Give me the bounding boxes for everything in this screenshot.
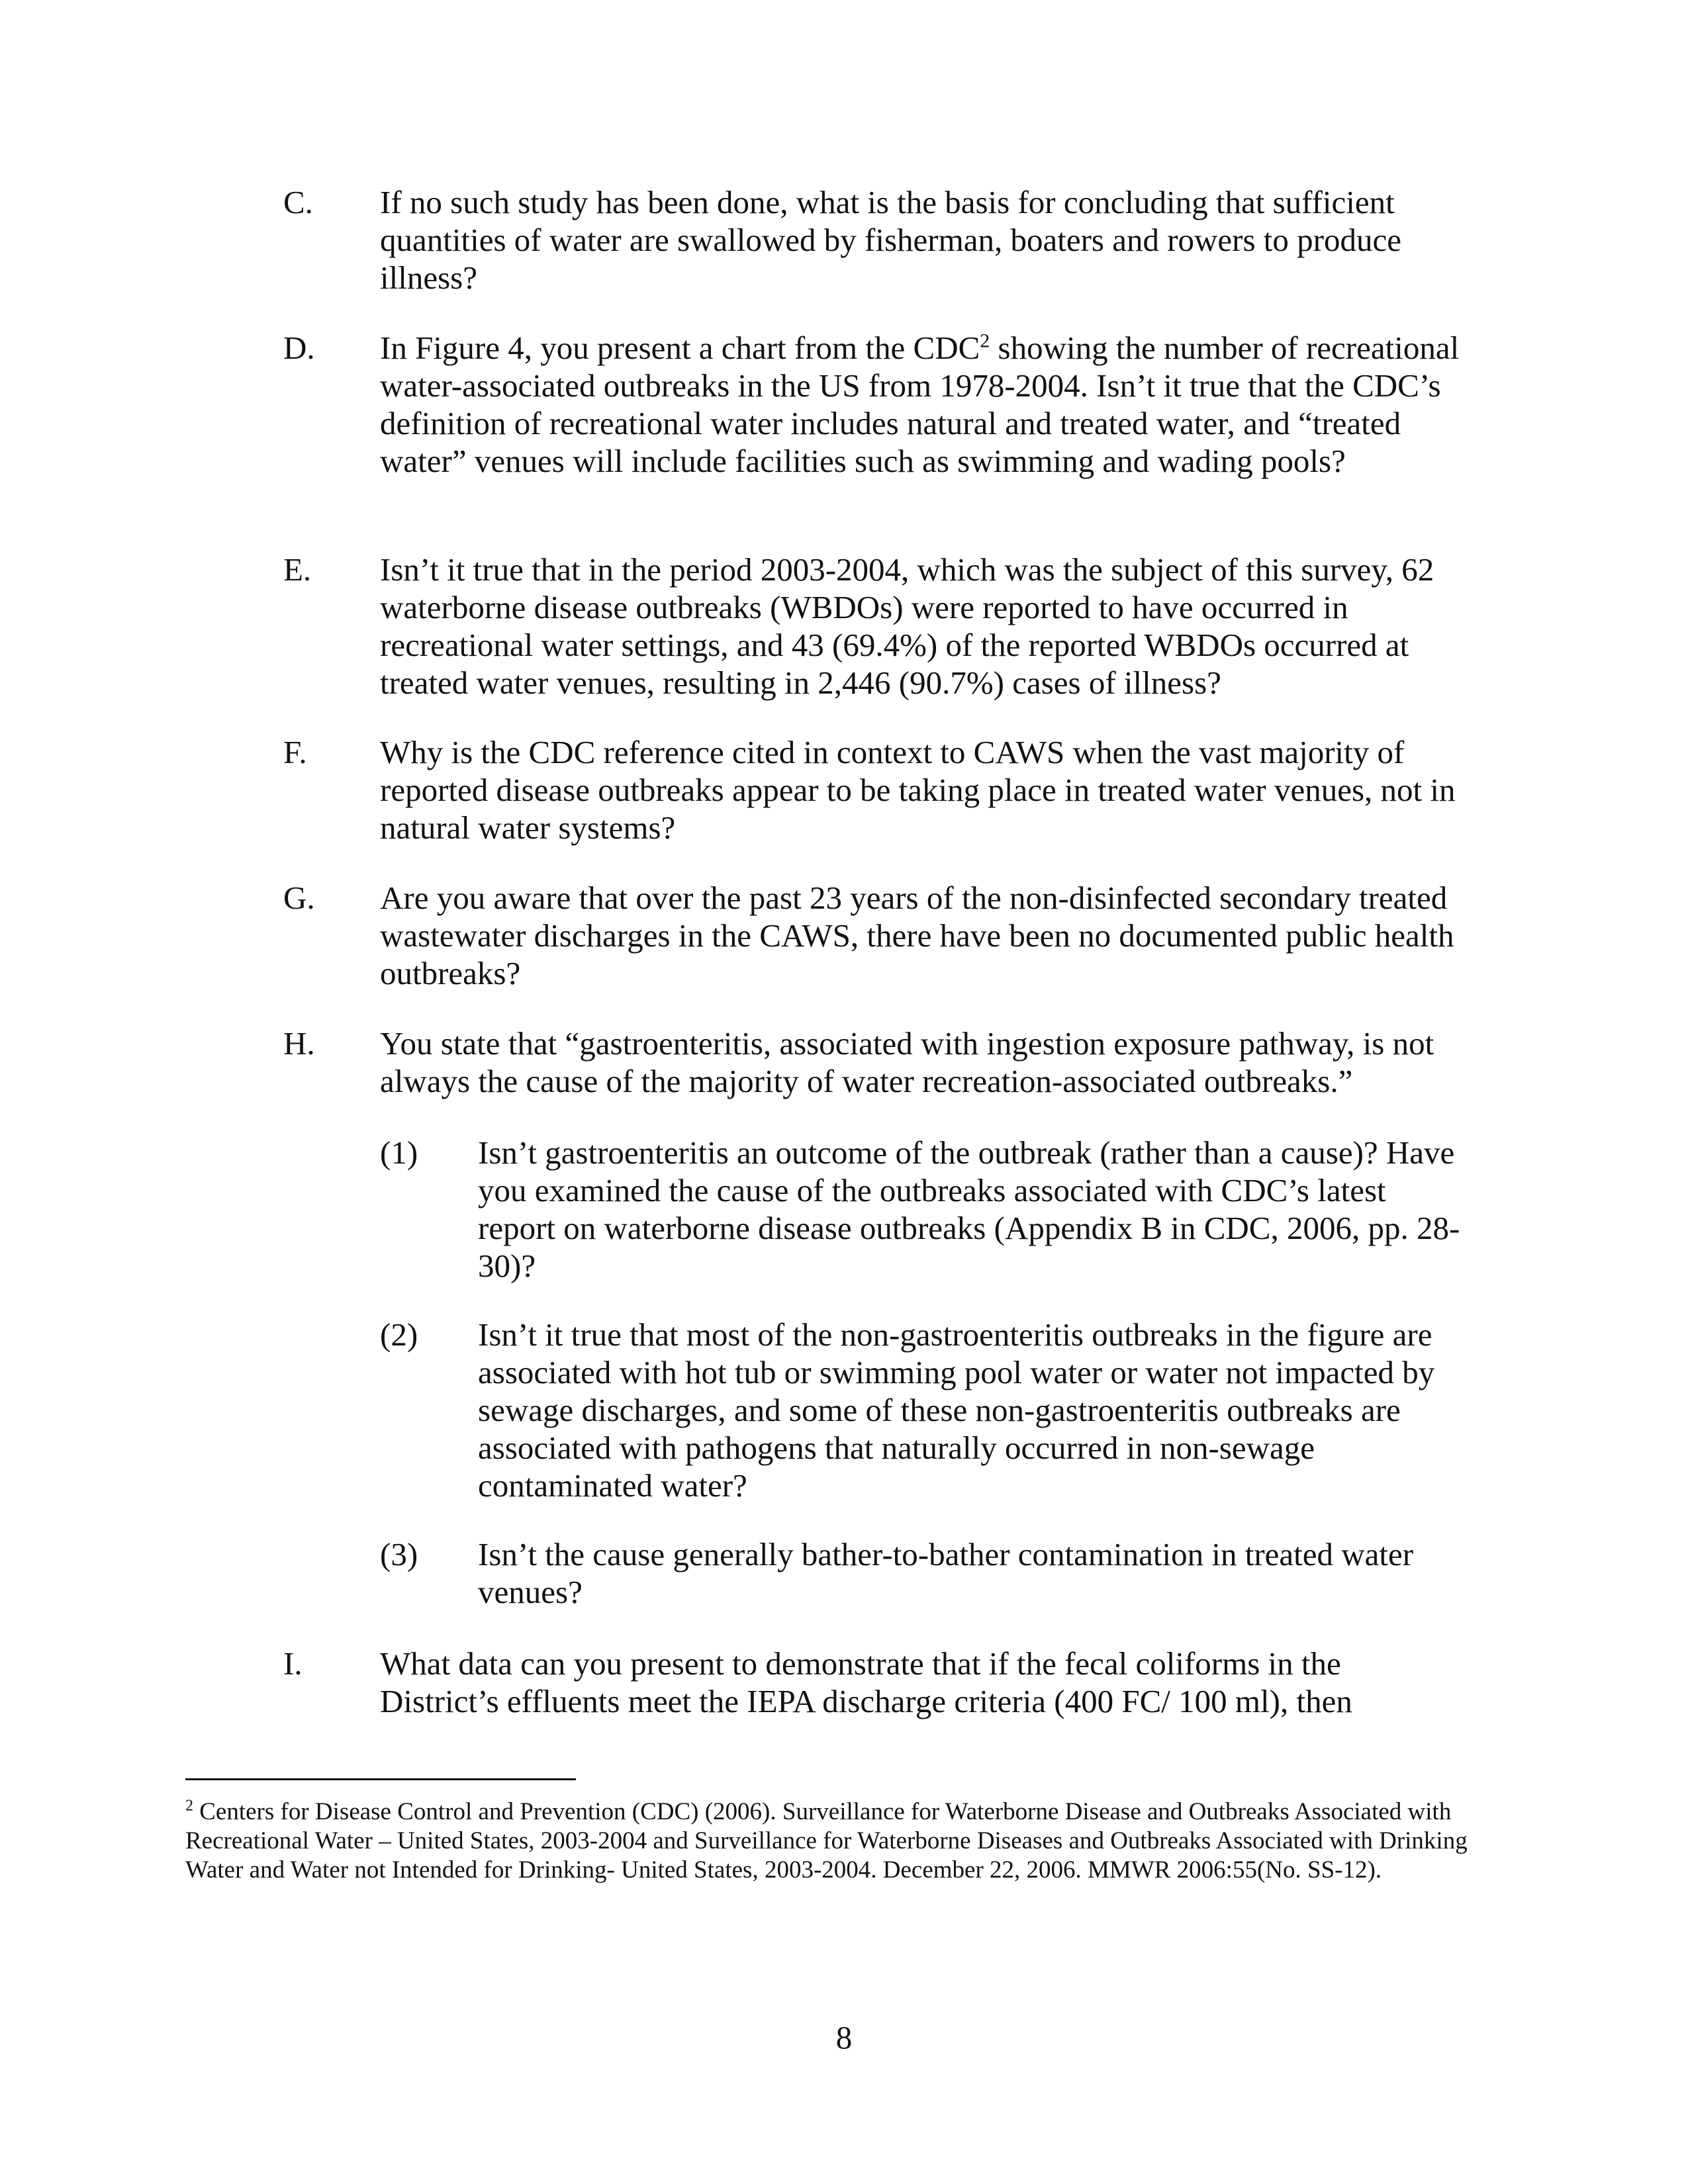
question-h-letter: H. xyxy=(283,1025,315,1062)
question-f-letter: F. xyxy=(283,734,307,770)
question-i-text: What data can you present to demonstrate that if the fecal coliforms in the District’s effluents meet the IEPA discharge criteria (400 FC/ 100 ml), then xyxy=(380,1645,1352,1719)
question-h-sub-2-text: Isn’t it true that most of the non-gastroenteritis outbreaks in the figure are associated with hot tub or swimming pool water or water not impacted by sewage discharges, and some of these non-gastroenteritis outbreaks are associated with pathogens that naturally occurred in non-sewage contaminated water? xyxy=(478,1316,1435,1504)
question-h-sub-1-number: (1) xyxy=(380,1134,418,1171)
question-d-text-before: In Figure 4, you present a chart from the CDC xyxy=(380,330,980,366)
question-g-letter: G. xyxy=(283,880,315,916)
question-h-text: You state that “gastroenteritis, associated with ingestion exposure pathway, is not always the cause of the majority of water recreation-associated outbreaks.” xyxy=(380,1025,1434,1099)
footnote xyxy=(185,1797,1470,1885)
question-g-text: Are you aware that over the past 23 years of the non-disinfected secondary treated wastewater discharges in the CAWS, there have been no documented public health outbreaks? xyxy=(380,880,1454,991)
question-c-letter: C. xyxy=(283,184,313,220)
question-d-text-after: showing the number of recreational water-associated outbreaks in the US from 1978-2004. Isn’t it true that the CDC’s definition of recreational water includes natural and treated water, and “treated water” venues will include facilities such as swimming and wading pools? xyxy=(380,330,1460,479)
question-h-sub-3-text: Isn’t the cause generally bather-to-bather contamination in treated water venues? xyxy=(478,1536,1414,1610)
footnote-marker: 2 xyxy=(185,1797,193,1815)
question-c-text: If no such study has been done, what is the basis for concluding that sufficient quantities of water are swallowed by fisherman, boaters and rowers to produce illness? xyxy=(380,184,1401,296)
question-h-sub-3-number: (3) xyxy=(380,1536,418,1572)
question-e-letter: E. xyxy=(283,551,312,588)
footnote-separator xyxy=(185,1778,576,1780)
question-h-sub-2-number: (2) xyxy=(380,1316,418,1353)
question-d-text xyxy=(380,329,1466,480)
question-i-letter: I. xyxy=(283,1645,303,1682)
page-number: 8 xyxy=(835,2019,853,2056)
question-d-letter: D. xyxy=(283,330,315,366)
footnote-reference: 2 xyxy=(980,330,990,352)
footnote-text: Centers for Disease Control and Prevention (CDC) (2006). Surveillance for Waterborne Disease and Outbreaks Associated with Recreational Water – United States, 2003-2004 and Surveillance for Waterborne Diseases and Outbreaks Associated with Drinking Water and Water not Intended for Drinking- United States, 2003-2004. December 22, 2006. MMWR 2006:55(No. SS-12). xyxy=(185,1798,1468,1884)
question-h-sub-1-text: Isn’t gastroenteritis an outcome of the outbreak (rather than a cause)? Have you examined the cause of the outbreaks associated with CDC’s latest report on waterborne disease outbreaks (Appendix B in CDC, 2006, pp. 28-30)? xyxy=(478,1134,1460,1284)
question-e-text: Isn’t it true that in the period 2003-2004, which was the subject of this survey, 62 waterborne disease outbreaks (WBDOs) were reported to have occurred in recreational water settings, and 43 (69.4%) of the reported WBDOs occurred at treated water venues, resulting in 2,446 (90.7%) cases of illness? xyxy=(380,551,1434,701)
question-f-text: Why is the CDC reference cited in context to CAWS when the vast majority of reported disease outbreaks appear to be taking place in treated water venues, not in natural water systems? xyxy=(380,734,1456,846)
